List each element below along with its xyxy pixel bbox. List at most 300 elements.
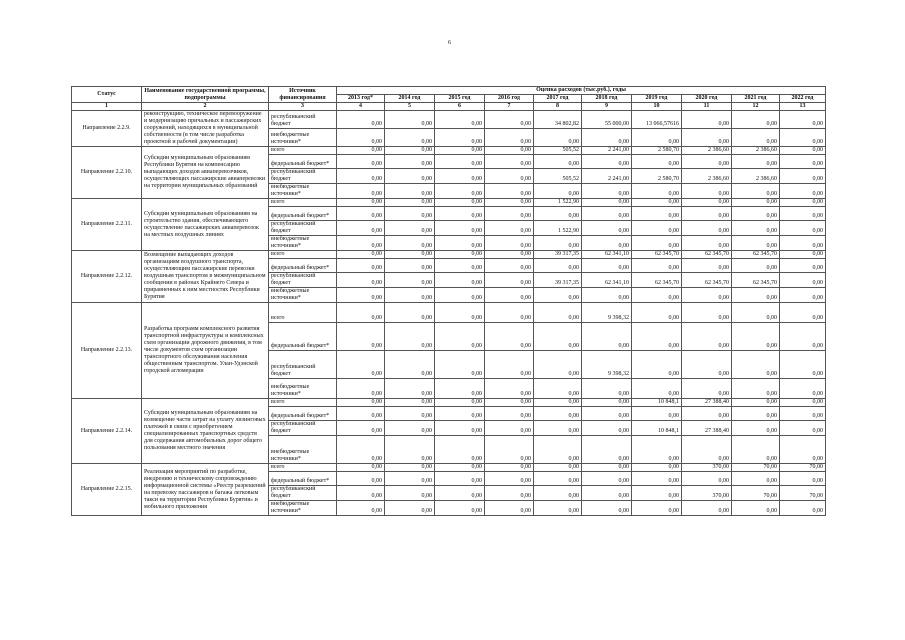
row-value: 0,00 xyxy=(534,421,582,436)
row-value: 0,00 xyxy=(534,407,582,421)
row-value: 0,00 xyxy=(435,323,485,351)
header-year: 2016 год xyxy=(485,95,534,103)
row-value: 0,00 xyxy=(385,379,435,399)
row-value: 0,00 xyxy=(485,273,534,288)
row-value: 0,00 xyxy=(485,399,534,407)
row-value: 0,00 xyxy=(485,207,534,221)
row-value: 0,00 xyxy=(732,199,780,207)
row-value: 0,00 xyxy=(780,111,826,129)
row-value: 0,00 xyxy=(385,147,435,155)
row-funding-source: федеральный бюджет* xyxy=(269,259,337,273)
row-value: 0,00 xyxy=(534,207,582,221)
row-value: 0,00 xyxy=(632,486,682,501)
header-year: 2020 год xyxy=(682,95,732,103)
row-value: 0,00 xyxy=(485,501,534,516)
row-value: 0,00 xyxy=(337,351,385,379)
header-estimate: Оценка расходов (тыс.руб.), годы xyxy=(337,87,826,95)
row-value: 0,00 xyxy=(485,155,534,169)
row-value: 0,00 xyxy=(435,155,485,169)
row-value: 0,00 xyxy=(337,273,385,288)
column-number: 2 xyxy=(142,103,269,111)
row-status: Направление 2.2.15. xyxy=(72,464,142,516)
row-value: 0,00 xyxy=(582,155,632,169)
row-value: 0,00 xyxy=(385,155,435,169)
row-value: 0,00 xyxy=(682,303,732,323)
row-value: 0,00 xyxy=(682,184,732,199)
row-value: 0,00 xyxy=(435,273,485,288)
column-number: 8 xyxy=(534,103,582,111)
row-value: 0,00 xyxy=(337,436,385,464)
row-value: 13 066,57616 xyxy=(632,111,682,129)
row-value: 1 522,90 xyxy=(534,199,582,207)
column-number: 1 xyxy=(72,103,142,111)
row-value: 0,00 xyxy=(780,501,826,516)
row-value: 0,00 xyxy=(337,147,385,155)
row-value: 70,00 xyxy=(732,464,780,472)
row-value: 70,00 xyxy=(780,464,826,472)
row-value: 0,00 xyxy=(385,407,435,421)
row-funding-source: внебюджетные источники* xyxy=(269,288,337,303)
row-value: 0,00 xyxy=(732,399,780,407)
row-value: 0,00 xyxy=(534,351,582,379)
row-value: 505,52 xyxy=(534,147,582,155)
row-value: 0,00 xyxy=(435,379,485,399)
row-value: 0,00 xyxy=(485,351,534,379)
row-value: 0,00 xyxy=(732,303,780,323)
row-value: 0,00 xyxy=(435,486,485,501)
row-value: 0,00 xyxy=(582,464,632,472)
row-value: 0,00 xyxy=(632,436,682,464)
row-value: 0,00 xyxy=(780,472,826,486)
row-value: 0,00 xyxy=(582,399,632,407)
row-value: 0,00 xyxy=(385,111,435,129)
row-value: 0,00 xyxy=(385,421,435,436)
header-year: 2013 год* xyxy=(337,95,385,103)
header-source: Источник финансирования xyxy=(269,87,337,103)
row-value: 0,00 xyxy=(582,421,632,436)
row-value: 0,00 xyxy=(337,207,385,221)
row-value: 0,00 xyxy=(385,221,435,236)
row-value: 0,00 xyxy=(385,273,435,288)
column-number: 4 xyxy=(337,103,385,111)
row-value: 0,00 xyxy=(337,486,385,501)
row-value: 0,00 xyxy=(780,288,826,303)
header-year: 2017 год xyxy=(534,95,582,103)
row-value: 0,00 xyxy=(337,472,385,486)
header-year: 2021 год xyxy=(732,95,780,103)
row-status: Направление 2.2.9. xyxy=(72,111,142,147)
row-value: 0,00 xyxy=(780,221,826,236)
row-value: 2 386,60 xyxy=(682,169,732,184)
row-value: 0,00 xyxy=(732,236,780,251)
row-value: 0,00 xyxy=(337,288,385,303)
row-value: 0,00 xyxy=(337,323,385,351)
row-value: 0,00 xyxy=(435,407,485,421)
row-value: 0,00 xyxy=(534,236,582,251)
row-value: 0,00 xyxy=(435,111,485,129)
row-value: 0,00 xyxy=(780,421,826,436)
row-value: 0,00 xyxy=(632,379,682,399)
row-value: 62 345,70 xyxy=(732,273,780,288)
row-value: 0,00 xyxy=(682,236,732,251)
row-value: 0,00 xyxy=(732,379,780,399)
row-value: 0,00 xyxy=(435,221,485,236)
row-value: 0,00 xyxy=(732,111,780,129)
row-funding-source: внебюджетные источники* xyxy=(269,129,337,147)
row-value: 0,00 xyxy=(632,288,682,303)
row-value: 0,00 xyxy=(632,259,682,273)
row-value: 0,00 xyxy=(632,351,682,379)
row-value: 0,00 xyxy=(682,472,732,486)
row-funding-source: внебюджетные источники* xyxy=(269,379,337,399)
row-value: 0,00 xyxy=(337,464,385,472)
row-funding-source: внебюджетные источники* xyxy=(269,184,337,199)
row-value: 0,00 xyxy=(780,207,826,221)
row-value: 0,00 xyxy=(582,184,632,199)
row-value: 0,00 xyxy=(337,379,385,399)
row-value: 2 241,00 xyxy=(582,169,632,184)
page-number: 6 xyxy=(448,40,451,46)
row-value: 0,00 xyxy=(780,273,826,288)
row-value: 0,00 xyxy=(582,323,632,351)
row-value: 0,00 xyxy=(732,184,780,199)
row-value: 0,00 xyxy=(534,379,582,399)
row-value: 0,00 xyxy=(534,323,582,351)
header-status: Статус xyxy=(72,87,142,103)
row-funding-source: внебюджетные источники* xyxy=(269,436,337,464)
row-value: 0,00 xyxy=(485,221,534,236)
table-row xyxy=(72,399,826,407)
header-year: 2019 год xyxy=(632,95,682,103)
row-program-name: Субсидии муниципальным образованиям Республики Бурятия на компенсацию выпадающих доходов авиаперевозчиков, осуществляющих пассажирские авиаперевозки на территории муниципальных образований xyxy=(142,147,269,199)
row-value: 0,00 xyxy=(385,351,435,379)
row-funding-source: всего xyxy=(269,303,337,323)
row-value: 0,00 xyxy=(732,436,780,464)
row-value: 0,00 xyxy=(435,236,485,251)
row-value: 2 386,60 xyxy=(682,147,732,155)
row-value: 0,00 xyxy=(732,323,780,351)
row-value: 0,00 xyxy=(534,129,582,147)
row-value: 0,00 xyxy=(485,147,534,155)
row-value: 0,00 xyxy=(534,501,582,516)
row-value: 0,00 xyxy=(435,472,485,486)
row-value: 0,00 xyxy=(632,323,682,351)
row-value: 0,00 xyxy=(632,501,682,516)
row-value: 370,00 xyxy=(682,464,732,472)
row-funding-source: федеральный бюджет* xyxy=(269,472,337,486)
header-year: 2015 год xyxy=(435,95,485,103)
row-value: 0,00 xyxy=(780,169,826,184)
row-value: 0,00 xyxy=(485,236,534,251)
row-value: 0,00 xyxy=(435,421,485,436)
table-row xyxy=(72,464,826,472)
row-value: 62 341,10 xyxy=(582,273,632,288)
row-value: 0,00 xyxy=(337,184,385,199)
row-program-name: реконструкцию, техническое перевооружение и модернизацию причальных и пассажирских сооружений, находящихся в муниципальной собственности (в том числе разработка проектной и рабочей документации) xyxy=(142,111,269,147)
row-value: 0,00 xyxy=(337,111,385,129)
row-value: 0,00 xyxy=(485,288,534,303)
row-value: 0,00 xyxy=(632,464,682,472)
header-name: Наименование государственной программы, подпрограммы xyxy=(142,87,269,103)
expenses-table xyxy=(71,86,826,516)
row-value: 0,00 xyxy=(582,199,632,207)
row-value: 0,00 xyxy=(732,407,780,421)
row-value: 0,00 xyxy=(385,288,435,303)
column-number: 5 xyxy=(385,103,435,111)
row-value: 39 317,35 xyxy=(534,273,582,288)
row-value: 0,00 xyxy=(435,259,485,273)
row-value: 0,00 xyxy=(385,486,435,501)
row-value: 0,00 xyxy=(485,184,534,199)
table-row xyxy=(72,303,826,323)
row-value: 0,00 xyxy=(435,436,485,464)
row-value: 62 345,70 xyxy=(632,251,682,259)
header-year: 2022 год xyxy=(780,95,826,103)
row-value: 0,00 xyxy=(435,464,485,472)
row-value: 0,00 xyxy=(632,129,682,147)
row-value: 0,00 xyxy=(385,399,435,407)
row-value: 0,00 xyxy=(682,323,732,351)
row-value: 0,00 xyxy=(435,207,485,221)
row-value: 0,00 xyxy=(337,169,385,184)
row-value: 0,00 xyxy=(534,399,582,407)
row-value: 0,00 xyxy=(632,184,682,199)
row-value: 0,00 xyxy=(337,221,385,236)
row-value: 0,00 xyxy=(780,259,826,273)
row-value: 0,00 xyxy=(485,169,534,184)
row-value: 0,00 xyxy=(337,155,385,169)
row-value: 0,00 xyxy=(582,501,632,516)
row-value: 0,00 xyxy=(582,436,632,464)
row-value: 0,00 xyxy=(534,303,582,323)
row-value: 0,00 xyxy=(732,421,780,436)
row-value: 0,00 xyxy=(435,288,485,303)
table-row xyxy=(72,111,826,129)
row-value: 0,00 xyxy=(780,351,826,379)
row-value: 0,00 xyxy=(534,155,582,169)
row-value: 9 398,32 xyxy=(582,351,632,379)
row-value: 0,00 xyxy=(435,351,485,379)
row-value: 0,00 xyxy=(385,129,435,147)
row-value: 2 241,00 xyxy=(582,147,632,155)
row-program-name: Субсидии муниципальным образованиям на строительство здания, обеспечивающего осуществление пассажирских авиаперевозок на местных воздушных линиях xyxy=(142,199,269,251)
row-value: 0,00 xyxy=(780,147,826,155)
row-value: 0,00 xyxy=(337,199,385,207)
row-value: 70,00 xyxy=(780,486,826,501)
row-value: 0,00 xyxy=(385,259,435,273)
row-value: 1 522,90 xyxy=(534,221,582,236)
row-value: 10 848,1 xyxy=(632,421,682,436)
row-funding-source: всего xyxy=(269,147,337,155)
row-program-name: Реализация мероприятий по разработке, внедрению и техническому сопровождению информационной системы «Реестр разрешений на перевозку пассажиров и багажа легковым такси на территории Республики Бурятия» и мобильного приложения xyxy=(142,464,269,516)
row-value: 505,52 xyxy=(534,169,582,184)
row-value: 0,00 xyxy=(632,221,682,236)
row-value: 0,00 xyxy=(732,472,780,486)
row-value: 0,00 xyxy=(682,207,732,221)
row-value: 0,00 xyxy=(780,199,826,207)
row-value: 0,00 xyxy=(337,407,385,421)
row-value: 0,00 xyxy=(780,379,826,399)
row-value: 370,00 xyxy=(682,486,732,501)
column-number: 11 xyxy=(682,103,732,111)
row-value: 0,00 xyxy=(337,259,385,273)
row-funding-source: всего xyxy=(269,251,337,259)
row-value: 0,00 xyxy=(485,421,534,436)
row-value: 0,00 xyxy=(534,486,582,501)
header-year: 2018 год xyxy=(582,95,632,103)
row-status: Направление 2.2.11. xyxy=(72,199,142,251)
row-value: 39 317,35 xyxy=(534,251,582,259)
row-value: 0,00 xyxy=(385,501,435,516)
column-number: 9 xyxy=(582,103,632,111)
row-value: 2 386,60 xyxy=(732,169,780,184)
row-value: 0,00 xyxy=(385,436,435,464)
row-value: 0,00 xyxy=(682,351,732,379)
row-value: 0,00 xyxy=(435,169,485,184)
row-value: 0,00 xyxy=(337,251,385,259)
row-value: 0,00 xyxy=(385,323,435,351)
row-funding-source: республиканский бюджет xyxy=(269,111,337,129)
row-value: 0,00 xyxy=(485,486,534,501)
row-funding-source: республиканский бюджет xyxy=(269,421,337,436)
row-status: Направление 2.2.13. xyxy=(72,303,142,399)
row-value: 62 345,70 xyxy=(732,251,780,259)
row-value: 2 386,60 xyxy=(732,147,780,155)
row-value: 0,00 xyxy=(435,501,485,516)
row-value: 0,00 xyxy=(385,169,435,184)
row-value: 0,00 xyxy=(682,501,732,516)
row-value: 0,00 xyxy=(435,251,485,259)
row-status: Направление 2.2.10. xyxy=(72,147,142,199)
row-value: 0,00 xyxy=(582,221,632,236)
row-value: 0,00 xyxy=(780,407,826,421)
row-value: 62 345,70 xyxy=(682,251,732,259)
row-value: 0,00 xyxy=(682,288,732,303)
row-value: 0,00 xyxy=(682,436,732,464)
row-value: 0,00 xyxy=(582,207,632,221)
row-value: 0,00 xyxy=(632,199,682,207)
row-value: 0,00 xyxy=(732,221,780,236)
column-number: 7 xyxy=(485,103,534,111)
row-value: 0,00 xyxy=(435,303,485,323)
row-funding-source: федеральный бюджет* xyxy=(269,155,337,169)
column-number: 3 xyxy=(269,103,337,111)
row-funding-source: федеральный бюджет* xyxy=(269,207,337,221)
row-value: 0,00 xyxy=(485,436,534,464)
row-status: Направление 2.2.14. xyxy=(72,399,142,464)
row-value: 2 580,70 xyxy=(632,169,682,184)
row-value: 0,00 xyxy=(682,199,732,207)
table-row xyxy=(72,251,826,259)
row-value: 0,00 xyxy=(582,259,632,273)
row-value: 10 848,1 xyxy=(632,399,682,407)
row-value: 0,00 xyxy=(682,379,732,399)
row-value: 0,00 xyxy=(582,472,632,486)
row-value: 0,00 xyxy=(732,501,780,516)
row-value: 0,00 xyxy=(485,251,534,259)
column-number: 12 xyxy=(732,103,780,111)
row-value: 0,00 xyxy=(337,236,385,251)
row-value: 0,00 xyxy=(534,472,582,486)
row-funding-source: республиканский бюджет xyxy=(269,351,337,379)
row-value: 0,00 xyxy=(337,501,385,516)
row-value: 0,00 xyxy=(485,379,534,399)
row-funding-source: федеральный бюджет* xyxy=(269,407,337,421)
row-value: 0,00 xyxy=(780,436,826,464)
row-value: 0,00 xyxy=(780,251,826,259)
row-value: 0,00 xyxy=(732,155,780,169)
row-value: 62 345,70 xyxy=(682,273,732,288)
row-value: 0,00 xyxy=(337,421,385,436)
row-funding-source: республиканский бюджет xyxy=(269,273,337,288)
row-value: 0,00 xyxy=(485,259,534,273)
row-value: 0,00 xyxy=(780,236,826,251)
row-funding-source: республиканский бюджет xyxy=(269,486,337,501)
header-year: 2014 год xyxy=(385,95,435,103)
row-value: 0,00 xyxy=(435,184,485,199)
row-funding-source: внебюджетные источники* xyxy=(269,236,337,251)
row-value: 0,00 xyxy=(385,236,435,251)
row-value: 0,00 xyxy=(682,259,732,273)
row-value: 0,00 xyxy=(780,303,826,323)
row-value: 0,00 xyxy=(582,129,632,147)
row-funding-source: республиканский бюджет xyxy=(269,221,337,236)
row-value: 0,00 xyxy=(485,303,534,323)
row-funding-source: всего xyxy=(269,399,337,407)
row-value: 62 341,10 xyxy=(582,251,632,259)
row-value: 0,00 xyxy=(582,407,632,421)
row-value: 0,00 xyxy=(385,464,435,472)
row-value: 0,00 xyxy=(534,288,582,303)
column-number: 10 xyxy=(632,103,682,111)
row-value: 55 000,00 xyxy=(582,111,632,129)
row-value: 0,00 xyxy=(385,184,435,199)
row-value: 0,00 xyxy=(732,129,780,147)
row-value: 0,00 xyxy=(485,129,534,147)
row-value: 0,00 xyxy=(337,129,385,147)
row-program-name: Возмещение выпадающих доходов организациям воздушного транспорта, осуществляющим пассажирские перевозки воздушным транспортом в межмуниципальном сообщении в районах Крайнего Севера и приравненных к ним местностях Республики Бурятия xyxy=(142,251,269,303)
row-value: 0,00 xyxy=(435,199,485,207)
row-value: 0,00 xyxy=(435,147,485,155)
row-value: 0,00 xyxy=(732,351,780,379)
row-value: 0,00 xyxy=(632,236,682,251)
row-value: 0,00 xyxy=(534,259,582,273)
row-value: 0,00 xyxy=(485,464,534,472)
row-value: 0,00 xyxy=(682,129,732,147)
row-funding-source: республиканский бюджет xyxy=(269,169,337,184)
row-value: 0,00 xyxy=(632,155,682,169)
row-value: 0,00 xyxy=(732,207,780,221)
row-funding-source: внебюджетные источники* xyxy=(269,501,337,516)
row-value: 0,00 xyxy=(534,436,582,464)
row-value: 34 802,82 xyxy=(534,111,582,129)
row-value: 0,00 xyxy=(780,399,826,407)
row-value: 2 580,70 xyxy=(632,147,682,155)
row-value: 0,00 xyxy=(385,199,435,207)
column-number: 13 xyxy=(780,103,826,111)
row-value: 0,00 xyxy=(780,323,826,351)
row-value: 0,00 xyxy=(385,472,435,486)
row-value: 0,00 xyxy=(534,464,582,472)
row-value: 0,00 xyxy=(682,155,732,169)
row-value: 0,00 xyxy=(682,221,732,236)
row-value: 0,00 xyxy=(337,399,385,407)
row-value: 0,00 xyxy=(385,207,435,221)
table-row xyxy=(72,199,826,207)
column-number: 6 xyxy=(435,103,485,111)
row-value: 0,00 xyxy=(632,472,682,486)
row-value: 0,00 xyxy=(435,399,485,407)
